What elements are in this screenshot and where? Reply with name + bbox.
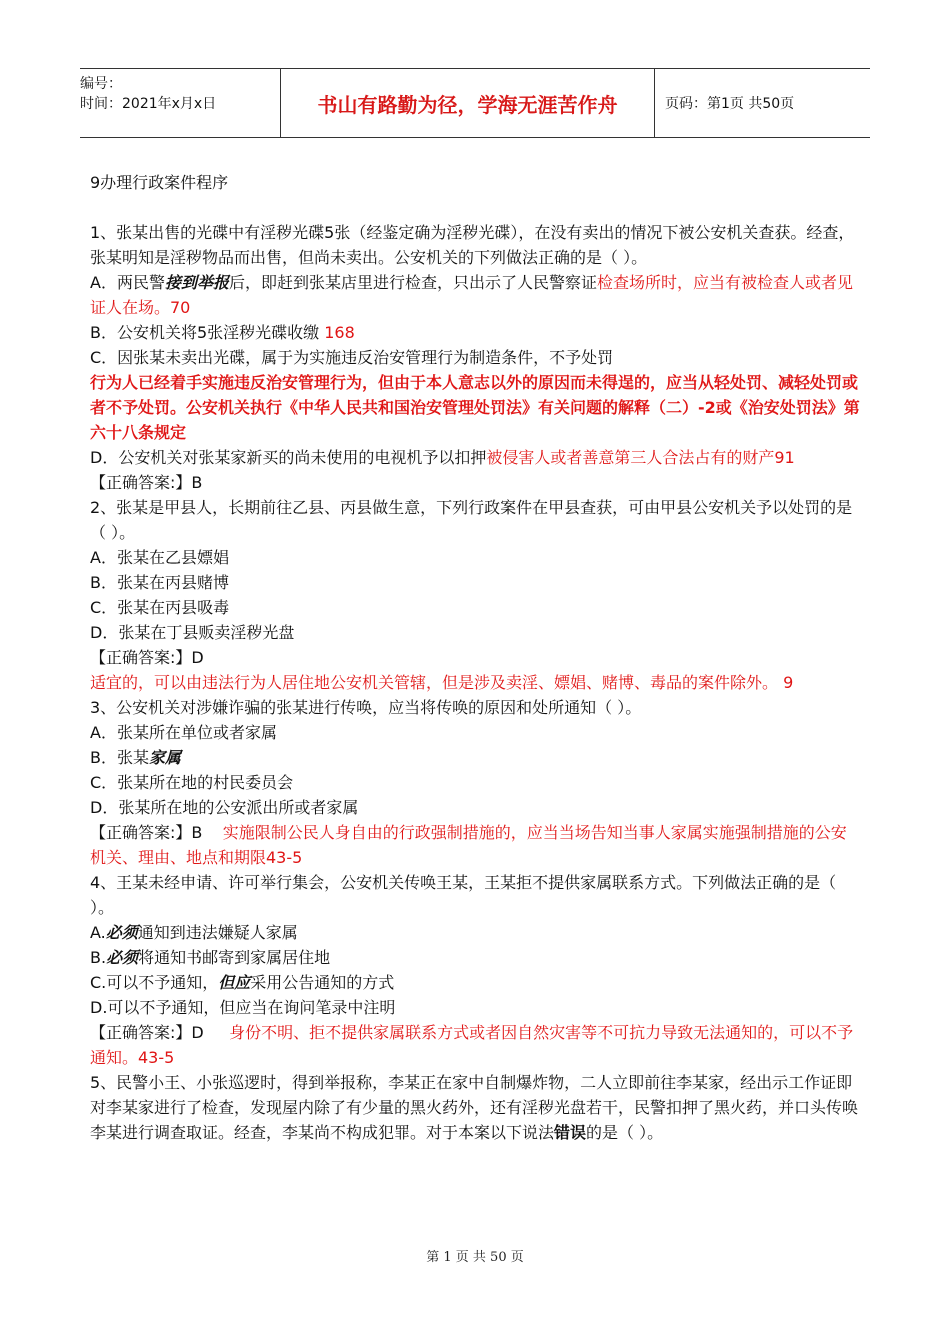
question-2-option-c: C．张某在丙县吸毒: [90, 598, 230, 617]
option-text: C.可以不予通知，: [90, 973, 219, 992]
option-text: D．公安机关对张某家新买的尚未使用的电视机予以扣押: [90, 448, 487, 467]
question-3-option-c: C．张某所在地的村民委员会: [90, 773, 294, 792]
option-text: B．公安机关将5张淫秽光碟收缴: [90, 323, 325, 342]
option-text: 通知到违法嫌疑人家属: [137, 923, 298, 942]
document-title: 9办理行政案件程序: [90, 173, 229, 192]
header-meta: [80, 69, 281, 137]
question-1-answer: 【正确答案:】B: [90, 473, 203, 492]
question-4-option-d: D.可以不予通知，但应当在询问笔录中注明: [90, 998, 396, 1017]
question-3-stem: 3、公安机关对涉嫌诈骗的张某进行传唤，应当将传唤的原因和处所通知（ ）。: [90, 698, 642, 717]
option-text: 采用公告通知的方式: [250, 973, 395, 992]
question-2-option-b: B．张某在丙县赌博: [90, 573, 229, 592]
option-text: 将通知书邮寄到家属居住地: [138, 948, 331, 967]
option-text: 后，即赶到张某店里进行检查，只出示了人民警察证: [228, 273, 597, 292]
question-3-option-a: A．张某所在单位或者家属: [90, 723, 277, 742]
question-4-option-c: [90, 970, 860, 995]
page-header: [80, 68, 870, 138]
option-text: B．张某: [90, 748, 149, 767]
stem-text: 5、民警小王、小张巡逻时，得到举报称，李某正在家中自制爆炸物，二人立即前往李某家，经出示工作证即对李某家进行了检查，发现屋内除了有少量的黑火药外，还有淫秽光盘若干，民警扣押了黑火药，并口头传唤李某进行调查取证。经查，李某尚不构成犯罪。对于本案以下说法: [90, 1073, 859, 1142]
emphasis-text: 接到举报: [164, 273, 229, 292]
header-page-info: 页码：第1页 共50页: [665, 96, 795, 112]
answer-text: 【正确答案:】B: [90, 823, 223, 842]
question-1-option-a: [90, 270, 860, 320]
question-4-option-a: [90, 920, 860, 945]
annotation-text: 检查场所时，应当有被检查人或者见证人在场。70: [90, 273, 853, 317]
annotation-text: 实施限制公民人身自由的行政强制措施的，应当当场告知当事人家属实施强制措施的公安机关、理由、地点和期限43-5: [90, 823, 847, 867]
annotation-text: 被侵害人或者善意第三人合法占有的财产91: [486, 448, 795, 467]
question-1-option-b: [90, 320, 860, 345]
question-2-answer: 【正确答案:】D: [90, 648, 204, 667]
emphasis-text: 必须: [106, 948, 139, 967]
code-label: 编号：: [80, 76, 122, 92]
question-4-option-b: [90, 945, 860, 970]
annotation-text: 168: [324, 323, 355, 342]
question-1-option-d: [90, 445, 860, 470]
question-3-option-d: D．张某所在地的公安派出所或者家属: [90, 798, 359, 817]
annotation-text: 身份不明、拒不提供家属联系方式或者因自然灾害等不可抗力导致无法通知的，可以不予通知。43-5: [90, 1023, 854, 1067]
emphasis-text: 必须: [105, 923, 138, 942]
question-4-stem: 4、王某未经申请、许可举行集会，公安机关传唤王某，王某拒不提供家属联系方式。下列做法正确的是（ ）。: [90, 873, 837, 917]
option-text: A．两民警: [90, 273, 165, 292]
answer-text: 【正确答案:】D: [90, 1023, 230, 1042]
question-5-stem: [90, 1070, 860, 1145]
emphasis-text: 但应: [218, 973, 251, 992]
stem-text: 的是（ ）。: [586, 1123, 664, 1142]
question-1-option-c: C．因张某未卖出光碟，属于为实施违反治安管理行为制造条件，不予处罚: [90, 348, 614, 367]
question-1-note: 行为人已经着手实施违反治安管理行为，但由于本人意志以外的原因而未得逞的，应当从轻处罚、减轻处罚或者不予处罚。公安机关执行《中华人民共和国治安管理处罚法》有关问题的解释（二）-2或《治安处罚法》第六十八条规定: [90, 373, 860, 442]
question-2-option-a: A．张某在乙县嫖娼: [90, 548, 229, 567]
emphasis-text: 家属: [148, 748, 181, 767]
emphasis-text: 错误: [554, 1123, 587, 1142]
option-text: A.: [90, 923, 106, 942]
question-2-stem: 2、张某是甲县人，长期前往乙县、丙县做生意，下列行政案件在甲县查获，可由甲县公安机关予以处罚的是（ ）。: [90, 498, 853, 542]
question-4-answer: [90, 1020, 860, 1070]
question-3-answer: [90, 820, 860, 870]
option-text: B.: [90, 948, 107, 967]
question-2-option-d: D．张某在丁县贩卖淫秽光盘: [90, 623, 295, 642]
document-body: [90, 170, 860, 1145]
date-label: 时间：2021年x月x日: [80, 96, 217, 112]
page-footer: 第 1 页 共 50 页: [426, 1250, 524, 1265]
question-1-stem: 1、张某出售的光碟中有淫秽光碟5张（经鉴定确为淫秽光碟），在没有卖出的情况下被公安机关查获。经查，张某明知是淫秽物品而出售，但尚未卖出。公安机关的下列做法正确的是（ ）。: [90, 223, 855, 267]
header-motto: 书山有路勤为径，学海无涯苦作舟: [281, 69, 655, 137]
question-3-option-b: [90, 745, 860, 770]
question-2-note: 适宜的，可以由违法行为人居住地公安机关管辖，但是涉及卖淫、嫖娼、赌博、毒品的案件除外。 9: [90, 673, 794, 692]
